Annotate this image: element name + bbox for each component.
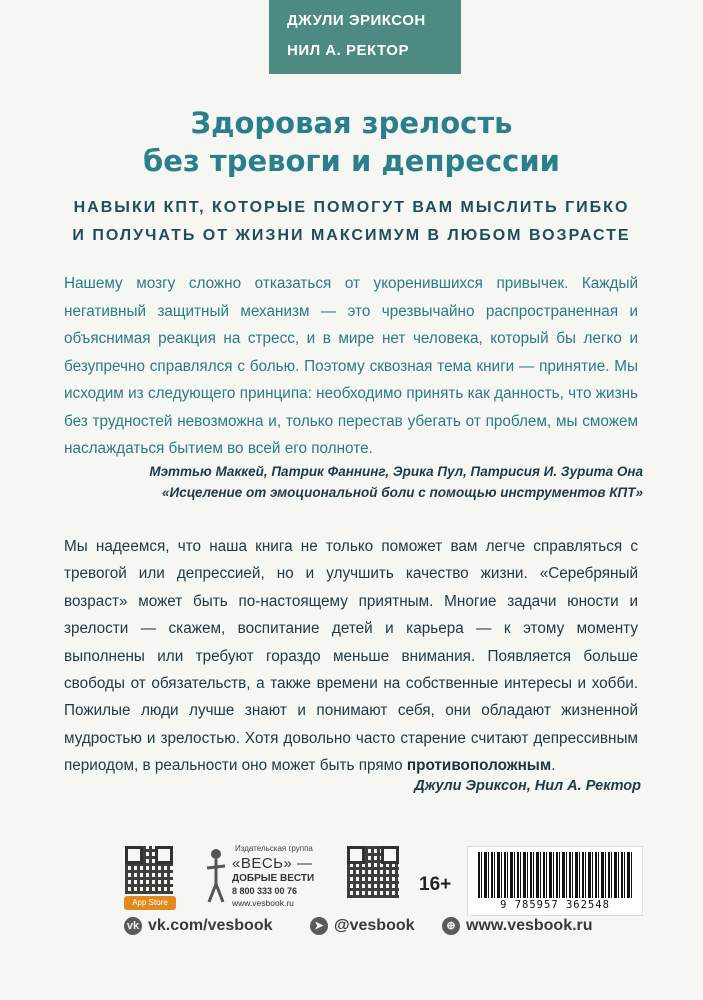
isbn-barcode <box>467 846 643 916</box>
publisher-name: «ВЕСЬ» — <box>232 855 313 872</box>
age-rating: 16+ <box>419 874 452 895</box>
social-website-label: www.vesbook.ru <box>466 917 593 934</box>
social-telegram-label: @vesbook <box>334 917 415 934</box>
book-title-line-1: Здоровая зрелость <box>190 106 513 140</box>
body-text: Мы надеемся, что наша книга не только поможет вам легче справляться с тревогой или депрессией, но и улучшить качество жизни. «Серебряный возраст» может быть по-настоящему приятным. Многие задачи юности и зрелости — скажем, воспитание детей и карьера — к этому моменту выполнены или требуют гораздо меньше внимания. Появляется больше свободы от обязательств, а также времени на собственные интересы и хобби. Пожилые люди лучше знают и понимают себя, они обладают жизненной мудростью и зрелостью. Хотя довольно часто старение считают депрессивным периодом, в реальности оно может быть прямо <box>64 538 638 775</box>
author-2: НИЛ А. РЕКТОР <box>287 42 409 59</box>
telegram-icon: ➤ <box>310 917 328 935</box>
social-website[interactable] <box>442 917 593 935</box>
publisher-logo-figure-icon <box>203 846 229 904</box>
globe-icon: ⊕ <box>442 917 460 935</box>
publisher-subname: ДОБРЫЕ ВЕСТИ <box>232 873 315 884</box>
barcode-bars <box>478 852 632 898</box>
vk-icon: vk <box>124 917 142 935</box>
subtitle-line-2: И ПОЛУЧАТЬ ОТ ЖИЗНИ МАКСИМУМ В ЛЮБОМ ВОЗРАСТЕ <box>72 227 631 244</box>
publisher-phone: 8 800 333 00 76 <box>232 886 298 896</box>
authors-band <box>269 0 461 74</box>
isbn-digits: 9 785957 362548 <box>500 899 610 911</box>
book-title-line-2: без тревоги и депрессии <box>143 144 560 178</box>
publisher-group-label: Издательская группа <box>235 844 313 853</box>
body-paragraph <box>64 533 638 780</box>
quote-paragraph: Нашему мозгу сложно отказаться от укоренившихся привычек. Каждый негативный защитный механизм — это чрезвычайно распространенная и объяснимая реакция на стресс, и в мире нет человека, который бы легко и безупречно справлялся с болью. Поэтому сквозная тема книги — принятие. Мы исходим из следующего принципа: необходимо принять как данность, что жизнь без трудностей невозможна и, только перестав убегать от проблем, мы сможем наслаждаться бытием во всей его полноте. <box>64 275 638 457</box>
social-vk[interactable] <box>124 917 273 935</box>
body-end: . <box>551 757 556 775</box>
qr-code-site[interactable] <box>347 846 399 898</box>
social-telegram[interactable] <box>310 917 415 935</box>
body-signature: Джули Эриксон, Нил А. Ректор <box>414 778 641 794</box>
quote-attribution-authors: Мэттью Маккей, Патрик Фаннинг, Эрика Пул, Патрисия И. Зурита Она <box>149 464 643 479</box>
subtitle-line-1: НАВЫКИ КПТ, КОТОРЫЕ ПОМОГУТ ВАМ МЫСЛИТЬ ГИБКО <box>73 199 630 216</box>
author-1: ДЖУЛИ ЭРИКСОН <box>287 12 426 29</box>
body-emphasis: противоположным <box>406 757 552 775</box>
social-vk-label: vk.com/vesbook <box>148 917 273 934</box>
qr-code-app[interactable] <box>125 846 173 894</box>
quote-attribution-book: «Исцеление от эмоциональной боли с помощью инструментов КПТ» <box>162 485 643 500</box>
publisher-site[interactable]: www.vesbook.ru <box>232 898 294 908</box>
app-store-badge[interactable]: App Store <box>124 896 176 910</box>
